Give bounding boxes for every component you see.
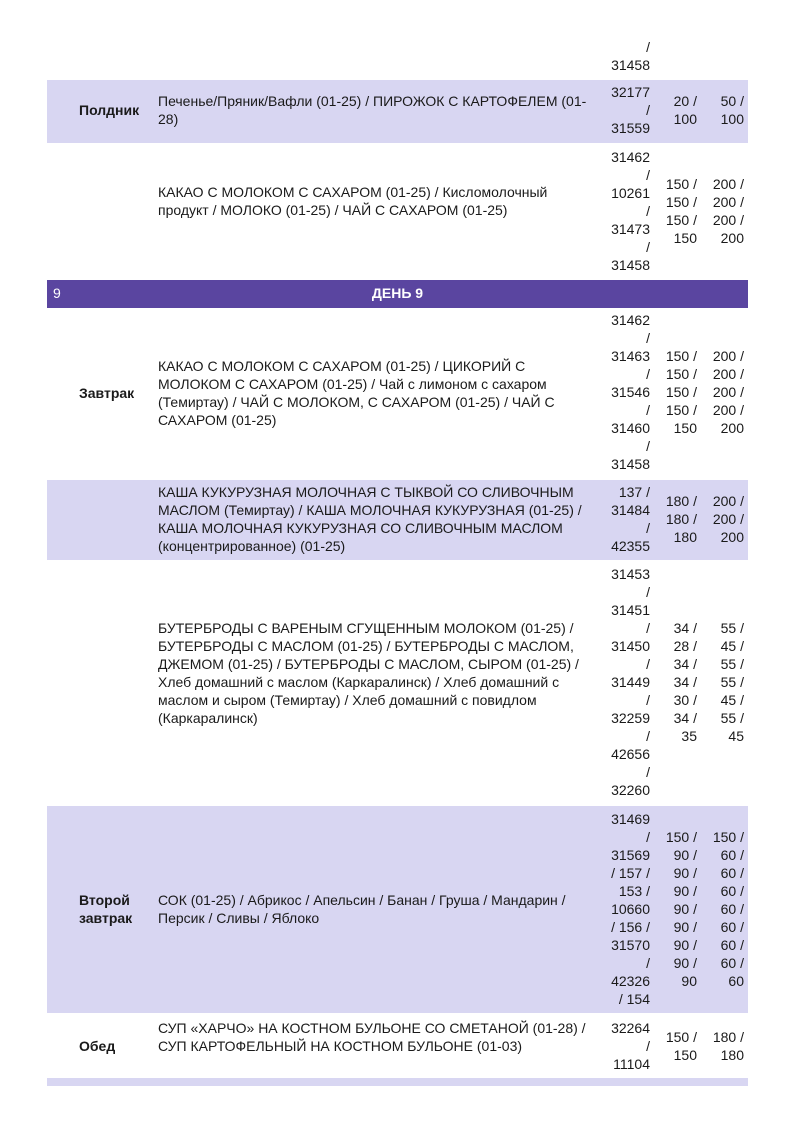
- dish-description: КАША КУКУРУЗНАЯ МОЛОЧНАЯ С ТЫКВОЙ СО СЛИВОЧНЫМ МАСЛОМ (Темиртау) / КАША МОЛОЧНАЯ КУКУРУЗНАЯ (01-25) / КАША МОЛОЧНАЯ КУКУРУЗНАЯ СО СЛИВОЧНЫМ МАСЛОМ (концентрированное) (01-25): [158, 484, 582, 554]
- table-row: [47, 562, 748, 804]
- portion-b: 50 / 100: [720, 93, 744, 127]
- day-number: 9: [53, 285, 61, 301]
- table-row: [47, 80, 748, 143]
- code-cell: / 31458: [611, 39, 650, 73]
- dish-description: СОК (01-25) / Абрикос / Апельсин / Банан / Груша / Мандарин / Персик / Сливы / Яблоко: [158, 892, 566, 926]
- code-cell: 31462 / 10261 / 31473 / 31458: [611, 149, 650, 273]
- portion-a: 150 / 150 / 150 / 150 / 150: [665, 348, 697, 436]
- dish-description: КАКАО С МОЛОКОМ С САХАРОМ (01-25) / Кисломолочный продукт / МОЛОКО (01-25) / ЧАЙ С САХАРОМ (01-25): [158, 184, 548, 218]
- portion-a: 34 / 28 / 34 / 34 / 30 / 34 / 35: [673, 620, 697, 744]
- portion-a: 150 / 150 / 150 / 150: [665, 176, 697, 246]
- portion-b: 180 / 180: [712, 1029, 744, 1063]
- code-cell: 32177 / 31559: [611, 84, 650, 136]
- portion-a: 150 / 90 / 90 / 90 / 90 / 90 / 90 / 90 / 90: [665, 829, 697, 989]
- day-header: [47, 280, 748, 308]
- meal-name: Завтрак: [79, 385, 135, 401]
- table-row: [47, 310, 748, 478]
- dish-description: СУП «ХАРЧО» НА КОСТНОМ БУЛЬОНЕ СО СМЕТАНОЙ (01-28) / СУП КАРТОФЕЛЬНЫЙ НА КОСТНОМ БУЛЬОНЕ (01-03): [158, 1020, 586, 1054]
- table-row: [47, 806, 748, 1013]
- portion-a: 180 / 180 / 180: [665, 493, 697, 545]
- portion-b: 55 / 45 / 55 / 55 / 45 / 55 / 45: [720, 620, 744, 744]
- table-row: [47, 145, 748, 278]
- meal-name: Второй завтрак: [79, 892, 133, 926]
- table-row: [47, 1015, 748, 1077]
- code-cell: 32264 / 11104: [611, 1020, 650, 1072]
- next-row-edge: [47, 1078, 748, 1086]
- portion-b: 200 / 200 / 200 / 200 / 200: [712, 348, 744, 436]
- portion-b: 200 / 200 / 200: [712, 493, 744, 545]
- dish-description: БУТЕРБРОДЫ С ВАРЕНЫМ СГУЩЕННЫМ МОЛОКОМ (01-25) / БУТЕРБРОДЫ С МАСЛОМ (01-25) / БУТЕРБРОДЫ С МАСЛОМ, ДЖЕМОМ (01-25) / БУТЕРБРОДЫ С МАСЛОМ, СЫРОМ (01-25) / Хлеб домашний с маслом (Каркаралинск) / Хлеб домашний с маслом и сыром (Темиртау) / Хлеб домашний с повидлом (Каркаралинск): [158, 620, 579, 726]
- table-row: [47, 480, 748, 560]
- code-cell: 31453 / 31451 / 31450 / 31449 / 32259 / 42656 / 32260: [611, 566, 650, 798]
- day-title: ДЕНЬ 9: [371, 285, 424, 301]
- meal-name: Обед: [79, 1038, 116, 1054]
- code-cell: 31469 / 31569 / 157 / 153 / 10660 / 156 / 31570 / 42326 / 154: [611, 811, 650, 1007]
- portion-a: 20 / 100: [673, 93, 697, 127]
- portion-b: 150 / 60 / 60 / 60 / 60 / 60 / 60 / 60 / 60: [712, 829, 744, 989]
- dish-description: КАКАО С МОЛОКОМ С САХАРОМ (01-25) / ЦИКОРИЙ С МОЛОКОМ С САХАРОМ (01-25) / Чай с лимоном с сахаром (Темиртау) / ЧАЙ С МОЛОКОМ, С САХАРОМ (01-25) / ЧАЙ С САХАРОМ (01-25): [158, 358, 555, 428]
- code-cell: 31462 / 31463 / 31546 / 31460 / 31458: [611, 312, 650, 472]
- dish-description: Печенье/Пряник/Вафли (01-25) / ПИРОЖОК С КАРТОФЕЛЕМ (01-28): [158, 93, 587, 127]
- portion-a: 150 / 150: [665, 1029, 697, 1063]
- portion-b: 200 / 200 / 200 / 200: [712, 176, 744, 246]
- table-row: [47, 34, 748, 78]
- code-cell: 137 / 31484 / 42355: [611, 484, 650, 554]
- meal-name: Полдник: [79, 102, 140, 118]
